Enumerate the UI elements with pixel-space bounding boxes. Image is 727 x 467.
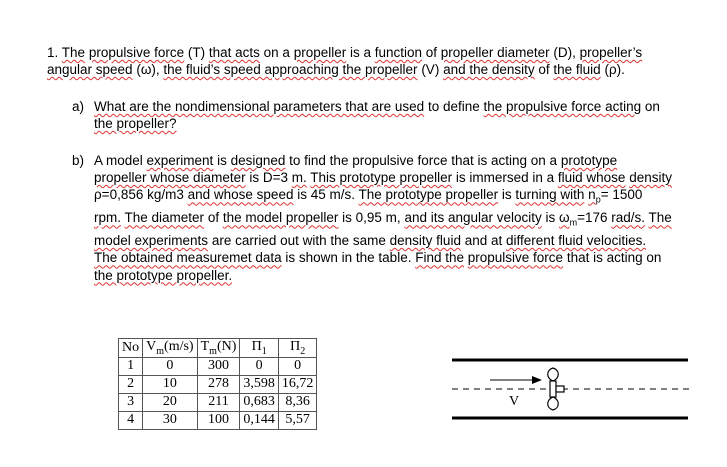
text-run: A model (94, 153, 147, 168)
table-cell: 3 (119, 393, 143, 411)
text-run: the model propeller (222, 210, 339, 226)
table-row (119, 411, 317, 429)
question-a-text (94, 98, 662, 132)
text-run: angular speed (47, 62, 133, 77)
text-run: and its angular velocity (404, 210, 542, 226)
text-run: m. (291, 170, 307, 186)
text-run: This prototype propeller (310, 170, 453, 186)
header-no: No (119, 339, 143, 358)
question-b (72, 152, 672, 284)
text-run: = 1500 (600, 187, 643, 203)
text-run: prototype (560, 153, 618, 168)
text-run: designed (230, 153, 286, 168)
text-run: the fluid (553, 62, 601, 77)
text-run: (D), (549, 45, 580, 60)
table-cell: 0 (143, 357, 197, 375)
text-run: (T) (184, 45, 209, 60)
velocity-arrow-head (532, 376, 542, 384)
text-run: and the density (443, 62, 535, 77)
text-run: ρ=0,856 kg/m3 (94, 187, 188, 203)
table-cell: 0 (240, 357, 279, 375)
text-run: to define (424, 99, 484, 114)
text-run: (ω), (132, 62, 164, 77)
text-run: the fluid’s speed approaching the propeller (163, 62, 418, 77)
table-cell: 211 (197, 393, 240, 411)
text-run: n (588, 187, 596, 203)
header-tm: $T_m(N)$ (197, 339, 240, 358)
question-1 (47, 44, 687, 78)
header-pi1: $\Pi_1$ (240, 339, 279, 358)
text-run: rpm. (94, 210, 121, 226)
table-cell: 5,57 (278, 411, 317, 429)
text-run: The diameter (124, 210, 205, 226)
question-a (72, 98, 662, 132)
table-cell: 0,683 (240, 393, 279, 411)
text-run: propeller whose diameter (94, 170, 246, 186)
table-cell: 30 (143, 411, 197, 429)
text-run: Find the (415, 250, 464, 266)
text-run: different fluid velocities. (506, 233, 647, 249)
table-row (119, 393, 317, 411)
text-run: The obtained measuremet data (94, 250, 282, 266)
table-cell: 2 (119, 375, 143, 393)
table-row (119, 357, 317, 375)
text-run: (ρ). (600, 62, 625, 77)
text-run: is (213, 153, 231, 168)
table-header-row (119, 339, 317, 358)
table-cell: 0 (278, 357, 317, 375)
table-cell: 10 (143, 375, 197, 393)
text-run: the prototype propeller. (94, 267, 233, 283)
text-run: is (498, 187, 516, 203)
table-cell: 20 (143, 393, 197, 411)
text-run: is (541, 210, 560, 226)
text-run: is shown in the table. (281, 250, 416, 266)
text-run: turning with (515, 187, 585, 203)
text-run: density fluid (389, 233, 461, 249)
table-cell: 300 (197, 357, 240, 375)
text-run: is D=3 (245, 170, 292, 186)
table-cell: 8,36 (278, 393, 317, 411)
question-1-number: 1. (47, 45, 59, 60)
header-pi1-sub: 1 (261, 345, 267, 357)
text-run: experiment (146, 153, 214, 168)
text-run: and at (460, 233, 506, 249)
propeller-icon (548, 368, 564, 410)
text-run: What are the nondimensional parameters that are used (94, 99, 425, 114)
text-run: is 0,95 m, (338, 210, 405, 226)
text-run: propeller diameter (440, 45, 550, 60)
text-run: The (61, 45, 86, 60)
text-run: the propulsive force acting (483, 99, 642, 114)
text-run: The model experiments (94, 210, 672, 249)
text-run: propeller (293, 45, 347, 60)
header-vm-unit: (m/s) (164, 339, 194, 354)
text-run: is a (346, 45, 375, 60)
text-run: on a (259, 45, 294, 60)
text-run: =176 (577, 210, 612, 226)
text-run: is 45 m/s. (293, 187, 359, 203)
text-run: of (534, 62, 554, 77)
text-run: ω (559, 210, 570, 226)
text-run: on (641, 99, 660, 114)
question-b-text (94, 152, 672, 284)
header-vm-sub: m (156, 345, 165, 357)
table-cell: 3,598 (240, 375, 279, 393)
header-vm: $V_m(m/s)$ (143, 339, 197, 358)
text-run: propulsive force (88, 45, 185, 60)
text-run: that is acting on (563, 250, 662, 266)
header-tm-unit: (N) (216, 339, 237, 354)
header-tm-sub: m (209, 345, 217, 357)
text-run: and whose speed (187, 187, 294, 203)
text-run: rad/s. (611, 210, 646, 226)
velocity-label: V (509, 394, 520, 409)
text-run: density (629, 170, 672, 186)
header-pi2: $\Pi_2$ (278, 339, 317, 358)
text-run: function (374, 45, 423, 60)
text-run: (V) (417, 62, 444, 77)
text-run: The prototype propeller (358, 187, 499, 203)
text-run: that acts (208, 45, 260, 60)
table-cell: 4 (119, 411, 143, 429)
subscript-text: m (569, 217, 578, 228)
text-run: propulsive force (467, 250, 564, 266)
table-cell: 0,144 (240, 411, 279, 429)
text-run: propeller’s (579, 45, 643, 60)
propeller-diagram (452, 354, 692, 424)
text-run: fluid whose (557, 170, 626, 186)
table-cell: 100 (197, 411, 240, 429)
table-cell: 16,72 (278, 375, 317, 393)
text-run: to find the propulsive force that is acting on a (285, 153, 561, 168)
text-run: of (422, 45, 441, 60)
text-run: the propeller? (94, 116, 177, 131)
subscript-text: p (595, 195, 601, 206)
question-1-text (47, 45, 642, 77)
header-pi2-sub: 2 (300, 345, 306, 357)
measurement-table (118, 338, 317, 430)
text-run: are carried out with the same (208, 233, 390, 249)
table-body (119, 357, 317, 429)
table-cell: 278 (197, 375, 240, 393)
question-a-label: a) (72, 99, 85, 114)
table-row (119, 375, 317, 393)
text-run: of (204, 210, 223, 226)
question-b-label: b) (72, 153, 85, 168)
table-cell: 1 (119, 357, 143, 375)
text-run: is immersed in a (452, 170, 558, 186)
